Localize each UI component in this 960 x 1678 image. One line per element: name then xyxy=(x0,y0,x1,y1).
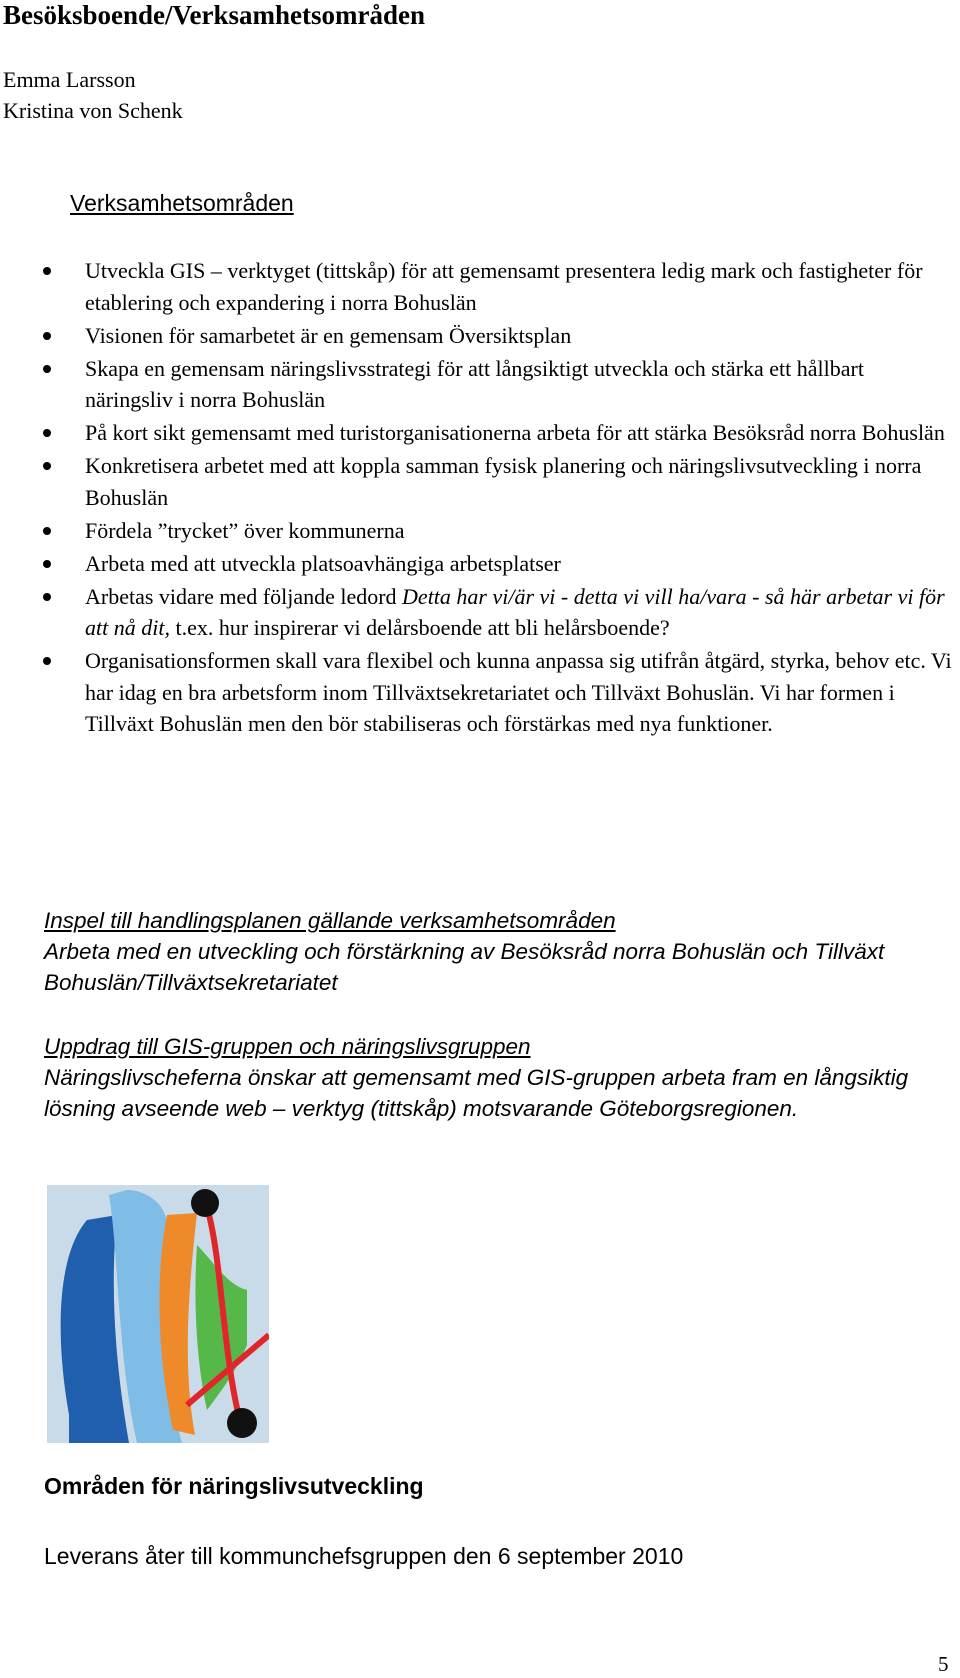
ledord-italic: Detta har vi/är vi - detta vi vill ha/vara - så här arbetar vi för att nå dit, xyxy=(85,583,945,640)
bullet-icon xyxy=(43,560,51,568)
ledord-prefix: Arbetas vidare med följande ledord xyxy=(85,583,403,609)
logo-top-dot xyxy=(191,1189,219,1217)
authors xyxy=(3,64,183,126)
bullet-icon xyxy=(43,365,51,373)
list-item-text: Visionen för samarbetet är en gemensam Översiktsplan xyxy=(85,322,572,348)
list-item-text: Skapa en gemensam näringslivsstrategi för att långsiktigt utveckla och stärka ett hållbart näringsliv i norra Bohuslän xyxy=(85,355,864,412)
list-item-text: Organisationsformen skall vara flexibel och kunna anpassa sig utifrån åtgärd, styrka, behov etc. Vi har idag en bra arbetsform inom Tillväxtsekretariatet och Tillväxt Bohuslän. Vi har formen i Tillväxt Bohuslän men den bör stabiliseras och förstärkas med nya funktioner. xyxy=(85,648,952,736)
bold-heading: Områden för näringslivsutveckling xyxy=(44,1473,424,1499)
uppdrag-text: Näringslivscheferna önskar att gemensamt med GIS-gruppen arbeta fram en långsiktig lösning avseende web – verktyg (tittskåp) motsvarande Göteborgsregionen. xyxy=(44,1065,909,1121)
logo-bottom-dot xyxy=(227,1408,257,1438)
bullet-list xyxy=(35,255,955,741)
section-heading: Verksamhetsområden xyxy=(70,190,294,216)
page-title: Besöksboende/Verksamhetsområden xyxy=(3,0,426,30)
list-item xyxy=(35,548,955,580)
list-item-text: Fördela ”trycket” över kommunerna xyxy=(85,517,405,543)
inspel-text: Arbeta med en utveckling och förstärkning av Besöksråd norra Bohuslän och Tillväxt Bohuslän/Tillväxtsekretariatet xyxy=(44,939,885,995)
bullet-icon xyxy=(43,593,51,601)
ledord-suffix: t.ex. hur inspirerar vi delårsboende att bli helårsboende? xyxy=(169,615,670,640)
list-item xyxy=(35,450,955,513)
list-item xyxy=(35,353,955,416)
delivery-note: Leverans åter till kommunchefsgruppen den 6 september 2010 xyxy=(44,1543,684,1569)
list-item xyxy=(35,255,955,318)
list-item xyxy=(35,645,955,740)
bullet-icon xyxy=(43,267,51,275)
bullet-icon xyxy=(43,332,51,340)
list-item-text: Arbeta med att utveckla platsoavhängiga arbetsplatser xyxy=(85,550,561,576)
inspel-block xyxy=(44,905,944,998)
list-item-text: Konkretisera arbetet med att koppla samman fysisk planering och näringslivsutveckling i norra Bohuslän xyxy=(85,453,922,510)
region-logo-illustration xyxy=(47,1185,269,1443)
list-item-text: Utveckla GIS – verktyget (tittskåp) för att gemensamt presentera ledig mark och fastigheter för etablering och expandering i norra Bohuslän xyxy=(85,258,923,315)
author-name: Kristina von Schenk xyxy=(3,98,183,123)
bullet-icon xyxy=(43,462,51,470)
page-number: 5 xyxy=(938,1652,949,1676)
bullet-icon xyxy=(43,429,51,437)
bullet-icon xyxy=(43,657,51,665)
author-name: Emma Larsson xyxy=(3,67,136,92)
inspel-heading: Inspel till handlingsplanen gällande verksamhetsområden xyxy=(44,908,616,933)
list-item xyxy=(35,515,955,547)
bullet-icon xyxy=(43,527,51,535)
list-item xyxy=(35,581,955,644)
logo-graphic xyxy=(47,1185,269,1443)
uppdrag-block xyxy=(44,1031,944,1124)
list-item xyxy=(35,417,955,449)
list-item xyxy=(35,320,955,352)
list-item-text: På kort sikt gemensamt med turistorganisationerna arbeta för att stärka Besöksråd norra Bohuslän xyxy=(85,420,945,445)
uppdrag-heading: Uppdrag till GIS-gruppen och näringslivsgruppen xyxy=(44,1034,531,1059)
